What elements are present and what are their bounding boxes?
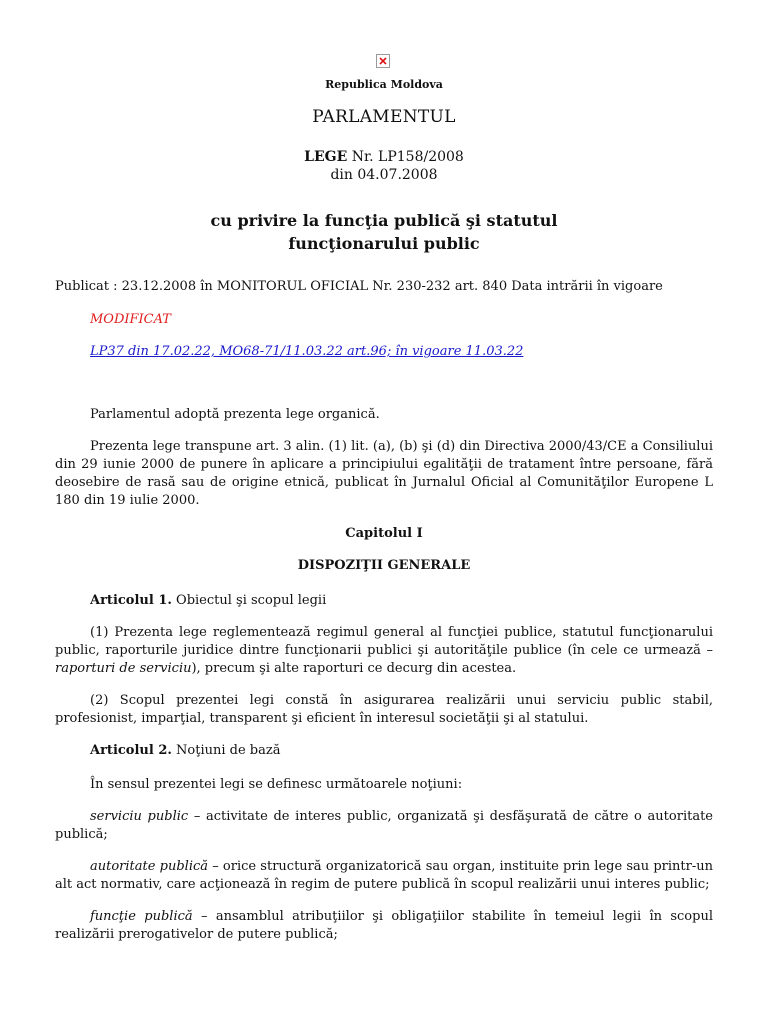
article-1-par1-text: (1) Prezenta lege reglementează regimul general al funcţiei publice, statutul funcţionarului public, raporturile juridice dintre funcţionarii publici şi autorităţile publice (în cele ce urmează – [55, 625, 713, 658]
chapter-name: DISPOZIŢII GENERALE [297, 558, 471, 573]
definition-term: serviciu public [90, 809, 189, 824]
definition-text: – activitate de interes public, organizată şi desfăşurată de către o autoritate publică; [55, 809, 713, 842]
article-1-par1-text-end: ), precum şi alte raporturi ce decurg din acestea. [191, 661, 517, 676]
act-identifier [0, 148, 768, 184]
act-number: Nr. LP158/2008 [351, 149, 464, 165]
article-2-intro: În sensul prezentei legi se definesc următoarele noţiuni: [90, 777, 463, 792]
amendment-link[interactable]: LP37 din 17.02.22, MO68-71/11.03.22 art.96; în vigoare 11.03.22 [90, 344, 524, 359]
modified-label: MODIFICAT [90, 312, 171, 327]
article-1-heading [55, 592, 713, 610]
definition-text: – ansamblul atribuţiilor şi obligaţiilor stabilite în temeiul legii în scopul realizării prerogativelor de putere publică; [55, 909, 713, 942]
country-name: Republica Moldova [325, 78, 443, 91]
broken-image-icon [376, 54, 390, 68]
article-1-label: Articolul 1. [90, 593, 172, 608]
article-1-paragraph-2: (2) Scopul prezentei legi constă în asigurarea realizării unui serviciu public stabil, profesionist, imparţial, transparent şi eficient în interesul societăţii şi al statului. [55, 693, 713, 726]
definition-term: autoritate publică [90, 859, 209, 874]
article-1-title: Obiectul şi scopul legii [171, 593, 327, 608]
law-title-line2: funcţionarului public [288, 234, 480, 253]
article-1-paragraph-1 [55, 624, 713, 678]
definition-term: funcţie publică [90, 909, 193, 924]
definition-item [55, 908, 713, 944]
definition-item [55, 808, 713, 844]
preamble-paragraph-1: Parlamentul adoptă prezenta lege organică. [90, 407, 380, 422]
institution-name: PARLAMENTUL [312, 107, 456, 127]
publication-info: Publicat : 23.12.2008 în MONITORUL OFICIAL Nr. 230-232 art. 840 Data intrării în vigoare [55, 279, 663, 294]
act-type: LEGE [304, 149, 348, 165]
article-2-title: Noţiuni de bază [171, 743, 281, 758]
article-2-heading [55, 742, 713, 760]
act-date: din 04.07.2008 [330, 167, 438, 183]
definition-text: – orice structură organizatorică sau organ, instituite prin lege sau printr-un alt act normativ, care acţionează în regim de putere publică în scopul realizării unui interes public; [55, 859, 713, 892]
article-1-par1-term: raporturi de serviciu [55, 661, 192, 676]
law-title [0, 209, 768, 255]
law-title-line1: cu privire la funcţia publică şi statutul [210, 211, 558, 230]
preamble-paragraph-2: Prezenta lege transpune art. 3 alin. (1) lit. (a), (b) şi (d) din Directiva 2000/43/CE a Consiliului din 29 iunie 2000 de punere în aplicare a principiului egalităţii de tratament între persoane, fără deosebire de rasă sau de origine etnică, publicat în Jurnalul Oficial al Comunităţilor Europene L 180 din 19 iulie 2000. [55, 439, 713, 508]
article-2-label: Articolul 2. [90, 743, 172, 758]
chapter-number: Capitolul I [345, 526, 423, 541]
definition-item [55, 858, 713, 894]
